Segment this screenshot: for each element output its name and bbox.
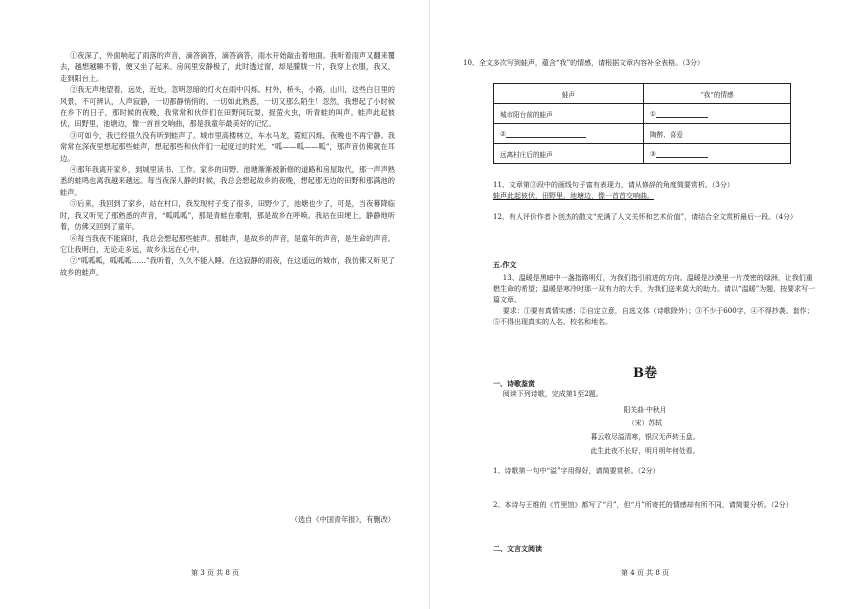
paragraph-7: ⑦“呱呱呱，呱呱呱……”我听着，久久不能入睡。在这寂静的雨夜，在这遥远的城市，我仿佛又听见了故乡的蛙声。 [60, 256, 395, 277]
section-poetry: 一、诗歌鉴赏 阅读下列诗歌，完成第1至2题。 [493, 378, 818, 400]
poem-intro: 阅读下列诗歌，完成第1至2题。 [502, 390, 603, 398]
table-cell: 城市阳台前的蛙声 [494, 104, 644, 124]
paragraph-1: ①夜深了，外面响起了雨落的声音，滴答滴答，滴答滴答，雨水开始敲击着地面。我听着雨声又翻来覆去，越想越睡不着，便又坐了起来。房间里安静极了，此时透过窗，却是朦胧一片，我穿上衣服，我又，走到阳台上。 [60, 51, 395, 83]
table-cell: 陶醉、喜爱 [644, 124, 791, 144]
paragraph-2: ②我无声地望着，远处，近处，忽明忽暗的灯火在雨中闪烁。村外，桥头，小路，山川，这些白日里的风景，不可辨认，人声寂静，一切都静悄悄的。一切如此熟悉，一切又那么陌生！忽然，我想起了小时候在乡下的日子，那时候的夜晚，我常常和伙伴们在田野间玩耍，捉萤火虫，听青蛙的叫声。蛙声此起彼伏，田野里，池塘边，像一首首交响曲，那是我童年最美好的记忆。 [60, 85, 395, 129]
table-row [494, 124, 791, 144]
poem-line: 暮云收尽溢清寒，银汉无声转玉盘。 [590, 433, 700, 441]
frog-emotion-table [493, 83, 791, 164]
poem-author: （宋）苏轼 [628, 419, 662, 427]
quoted-sentence: 蛙声此起彼伏，田野里，池塘边，像一首首交响曲。 [493, 192, 654, 200]
answer-blank[interactable] [656, 109, 708, 118]
paragraph-4: ④那年我离开家乡，到城里读书、工作。家乡的田野、池塘渐渐被新修的道路和房屋取代，那一声声熟悉的蛙鸣也离我越来越远。每当夜深人静的时候，我总会想起故乡的夜晚，想起那无边的田野和那满池的蛙声。 [60, 165, 395, 197]
answer-blank[interactable] [506, 129, 586, 138]
table-header: “我”的情感 [644, 84, 791, 104]
paragraph-3: ③可如今，我已经很久没有听到蛙声了。城市里高楼林立，车水马龙，霓虹闪烁，夜晚也不再宁静。我常常在深夜里想起那些蛙声，想起那些和伙伴们一起度过的时光，“呱——呱——呱”，那声音仿佛就在耳边。 [60, 130, 395, 163]
table-header: 蛙声 [494, 84, 644, 104]
table-row [494, 104, 791, 124]
reading-passage [60, 50, 395, 278]
poem-line: 此生此夜不长好，明月明年何处看。 [590, 447, 700, 455]
table-header-row [494, 84, 791, 104]
table-cell: ① [644, 104, 791, 124]
question-10: 10、全文多次写到蛙声，蕴含“我”的情感，请根据文章内容补全表格。（3分） [463, 59, 705, 67]
table-cell: ② [494, 124, 644, 144]
question-13: 13、温暖是黑暗中一盏指路明灯，为我们指引前进的方向。温暖是沙漠里一片茂密的绿洲，让我们重燃生命的希望；温暖是寒冷时那一双有力的大手，为我们送来莫大的助力。请以“温暖”为题，按要求写一篇文章。 要求：①要有真情实感；②自定立意，自选文体（诗歌除外）；③不少于600字，④不得抄袭、套作；⑤不得出现真实的人名、校名和地名。 [493, 273, 818, 328]
question-12: 12、有人评价作者卜创杰的散文“充满了人文关怀和艺术价值”，请结合全文赏析最后一段。（4分） [493, 213, 798, 221]
section-composition: 五.作文 [493, 260, 517, 269]
source-citation: （选自《中国青年报》，有删改） [290, 515, 395, 524]
poem-title: 阳关曲·中秋月 [623, 406, 667, 414]
paragraph-6: ⑥每当我夜不能寐时，我总会想起那些蛙声。那蛙声，是故乡的声音，是童年的声音，是生命的声音。它让我明白，无论走多远，故乡永远在心中。 [60, 233, 395, 254]
poem-question-1: 1、诗歌第一句中“溢”字用得好，请简要赏析。（2分） [493, 467, 660, 475]
poem-question-2: 2、本诗与王维的《竹里馆》都写了“月”，但“月”所寄托的情感却有所不同，请简要分析。（2分） [493, 501, 793, 509]
table-cell: 远离村庄后的蛙声 [494, 144, 644, 164]
page-footer-left: 第 3 页 共 8 页 [190, 569, 240, 577]
paragraph-5: ⑤后来，我回到了家乡，站在村口，我发现村子变了很多，田野少了，池塘也少了，可是，当夜幕降临时，我又听见了那熟悉的声音，“呱呱呱”，那是青蛙在歌唱，那是故乡在呼唤。我站在田埂上，静静地听着，仿佛又回到了童年。 [60, 199, 395, 232]
table-row [494, 144, 791, 164]
section-classical-chinese: 二、文言文阅读 [493, 544, 542, 553]
section-b-title: B卷 [633, 366, 657, 381]
table-cell: ③ [644, 144, 791, 164]
question-11: 11、文章第③段中的画线句子富有表现力，请从修辞的角度简要赏析。（3分） 蛙声此起彼伏，田野里，池塘边，像一首首交响曲。 [493, 180, 818, 202]
essay-requirements: 要求：①要有真情实感；②自定立意，自选文体（诗歌除外）；③不少于600字，④不得抄袭、套作；⑤不得出现真实的人名、校名和地名。 [493, 307, 814, 326]
answer-blank[interactable] [656, 149, 708, 158]
page-footer-right: 第 4 页 共 8 页 [620, 569, 670, 577]
